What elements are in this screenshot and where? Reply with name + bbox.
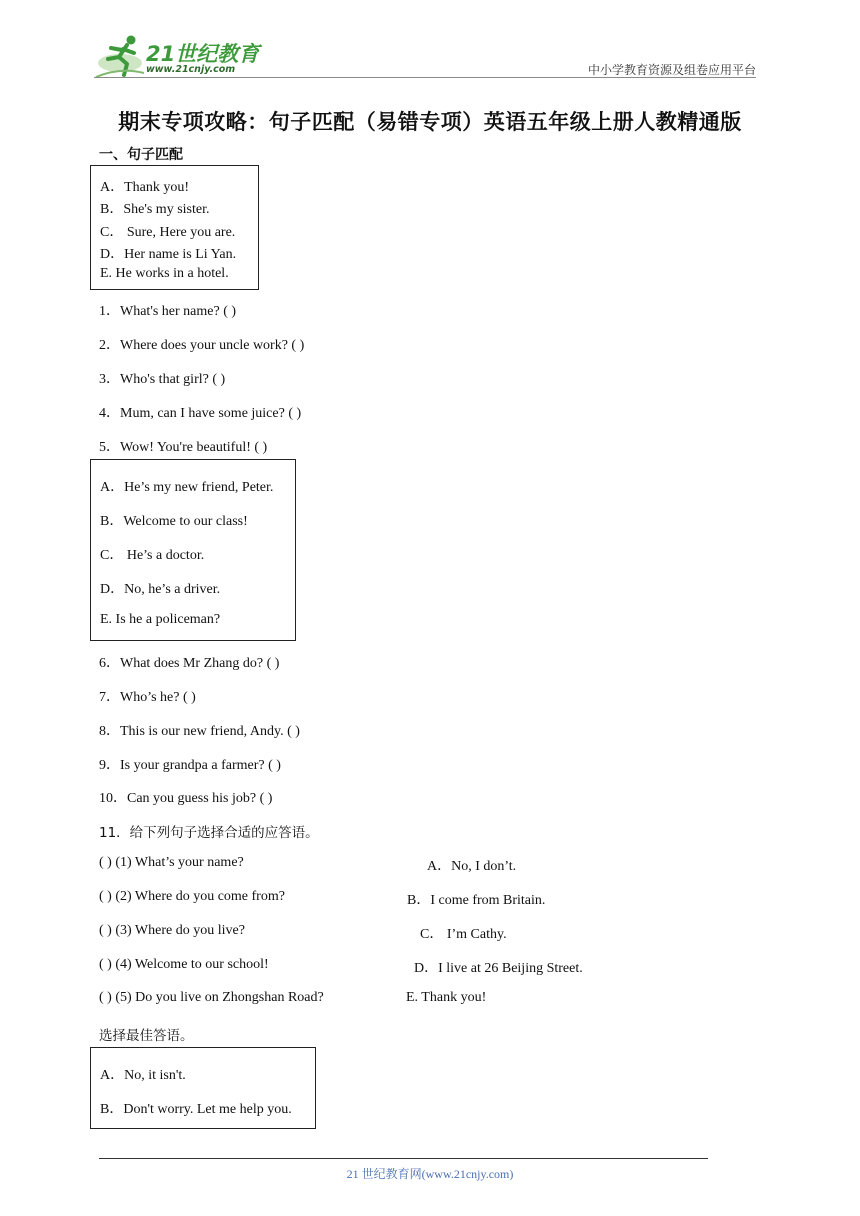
option-e: E. Is he a policeman? [100,612,221,627]
page-title: 期末专项攻略：句子匹配（易错专项）英语五年级上册人教精通版 [118,110,742,134]
section-heading: 一、句子匹配 [99,147,183,163]
pair-answer-a: A．No, I don’t. [427,859,517,874]
question-11-instruction: 11．给下列句子选择合适的应答语。 [99,825,319,841]
option-d: D．No, he’s a driver. [100,582,221,597]
question-5: 5．Wow! You're beautiful! ( ) [99,440,268,455]
question-10: 10．Can you guess his job? ( ) [99,791,273,806]
logo-url: www.21cnjy.com [146,64,236,75]
pair-answer-e: E. Thank you! [406,990,487,1005]
pair-answer-b: B．I come from Britain. [407,893,546,908]
pair-question-1: ( ) (1) What’s your name? [99,855,244,870]
pair-answer-d: D．I live at 26 Beijing Street. [414,961,583,976]
header-platform-text: 中小学教育资源及组卷应用平台 [587,63,756,77]
site-logo [94,33,269,81]
question-4: 4．Mum, can I have some juice? ( ) [99,406,302,421]
header-divider [94,77,756,78]
pair-question-4: ( ) (4) Welcome to our school! [99,957,269,972]
footer-link[interactable]: 21 世纪教育网(www.21cnjy.com) [346,1167,514,1181]
pair-question-2: ( ) (2) Where do you come from? [99,889,285,904]
question-3: 3．Who's that girl? ( ) [99,372,226,387]
pair-answer-c: C． I’m Cathy. [420,927,507,942]
question-2: 2．Where does your uncle work? ( ) [99,338,305,353]
option-b: B．Welcome to our class! [100,514,248,529]
question-9: 9．Is your grandpa a farmer? ( ) [99,758,281,773]
option-c: C． He’s a doctor. [100,548,205,563]
option-d: D．Her name is Li Yan. [100,247,237,262]
option-b: B．Don't worry. Let me help you. [100,1102,292,1117]
question-7: 7．Who’s he? ( ) [99,690,196,705]
best-answer-instruction: 选择最佳答语。 [99,1028,194,1044]
options-box-1 [90,165,259,290]
option-a: A．No, it isn't. [100,1068,186,1083]
option-a: A．He’s my new friend, Peter. [100,480,274,495]
options-box-2 [90,459,296,641]
footer-divider [99,1158,708,1159]
logo-text: 21世纪教育 [146,42,260,66]
options-box-3 [90,1047,316,1129]
pair-question-5: ( ) (5) Do you live on Zhongshan Road? [99,990,324,1005]
option-c: C． Sure, Here you are. [100,225,236,240]
question-8: 8．This is our new friend, Andy. ( ) [99,724,300,739]
option-a: A．Thank you! [100,180,190,195]
question-1: 1．What's her name? ( ) [99,304,237,319]
option-e: E. He works in a hotel. [100,266,229,281]
question-6: 6．What does Mr Zhang do? ( ) [99,656,280,671]
pair-question-3: ( ) (3) Where do you live? [99,923,245,938]
option-b: B．She's my sister. [100,202,210,217]
